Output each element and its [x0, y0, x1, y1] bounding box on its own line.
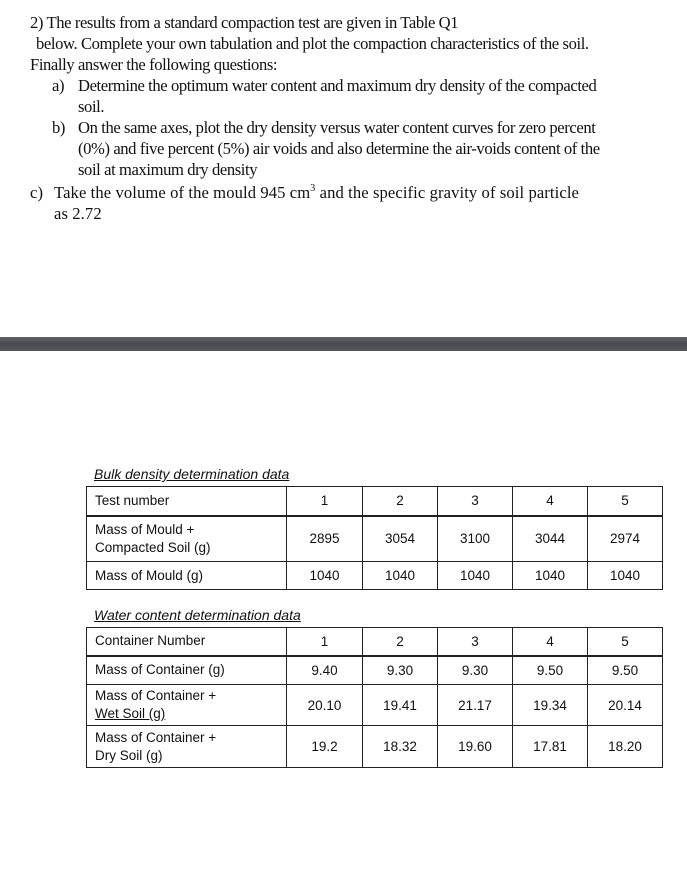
row-label: Mass of Mould + Compacted Soil (g) [87, 516, 287, 562]
cell: 2 [363, 487, 438, 516]
bulk-density-caption: Bulk density determination data [94, 466, 290, 482]
part-line: as 2.72 [54, 204, 102, 223]
cell: 19.34 [513, 685, 588, 726]
bulk-density-table [86, 486, 663, 590]
part-c [30, 182, 670, 224]
cell: 9.50 [588, 656, 663, 685]
cell: 4 [513, 487, 588, 516]
intro-line: below. Complete your own tabulation and plot the compaction characteristics of the soil. [36, 34, 589, 53]
cell: 1040 [287, 562, 363, 590]
cell: 2974 [588, 516, 663, 562]
cell: 9.30 [438, 656, 513, 685]
part-a [30, 75, 670, 117]
table-row [87, 726, 663, 768]
row-label: Mass of Container + Wet Soil (g) [87, 685, 287, 726]
part-label: b) [52, 118, 66, 137]
row-label: Mass of Container + Dry Soil (g) [87, 726, 287, 768]
cell: 1040 [438, 562, 513, 590]
cell: 9.30 [363, 656, 438, 685]
cell: 1 [287, 628, 363, 656]
part-line: soil at maximum dry density [78, 160, 258, 179]
table-row [87, 516, 663, 562]
intro-line: Finally answer the following questions: [30, 55, 278, 74]
water-content-table [86, 627, 663, 768]
cell: 18.20 [588, 726, 663, 768]
cell: 1040 [513, 562, 588, 590]
cell: 5 [588, 487, 663, 516]
cell: 19.41 [363, 685, 438, 726]
cell: 17.81 [513, 726, 588, 768]
row-label: Mass of Mould (g) [87, 562, 287, 590]
row-label: Container Number [87, 628, 287, 656]
cell: 18.32 [363, 726, 438, 768]
cell: 3044 [513, 516, 588, 562]
cell: 2 [363, 628, 438, 656]
part-line: soil. [78, 97, 105, 116]
table-row [87, 685, 663, 726]
question-number: 2) [30, 13, 44, 32]
table-row [87, 562, 663, 590]
cell: 20.10 [287, 685, 363, 726]
cell: 19.2 [287, 726, 363, 768]
part-label: c) [30, 183, 44, 202]
cell: 20.14 [588, 685, 663, 726]
question-text [30, 12, 670, 224]
cell: 3 [438, 487, 513, 516]
question-intro [30, 12, 670, 75]
cell: 19.60 [438, 726, 513, 768]
cell: 9.50 [513, 656, 588, 685]
cell: 21.17 [438, 685, 513, 726]
cell: 1040 [363, 562, 438, 590]
part-line: On the same axes, plot the dry density versus water content curves for zero percent [78, 118, 596, 137]
cell: 3054 [363, 516, 438, 562]
cell: 1 [287, 487, 363, 516]
row-label: Test number [87, 487, 287, 516]
table-row [87, 656, 663, 685]
cell: 3 [438, 628, 513, 656]
part-line: (0%) and five percent (5%) air voids and also determine the air-voids content of the [78, 139, 600, 158]
intro-line: The results from a standard compaction test are given in Table Q1 [46, 13, 459, 32]
section-divider [0, 337, 687, 351]
part-b [30, 117, 670, 180]
part-label: a) [52, 76, 65, 95]
part-line: Take the volume of the mould 945 $cm^3$ and the specific gravity of soil particle [54, 183, 579, 202]
part-line: Determine the optimum water content and maximum dry density of the compacted [78, 76, 597, 95]
water-content-caption: Water content determination data [94, 607, 301, 623]
cell: 3100 [438, 516, 513, 562]
cell: 4 [513, 628, 588, 656]
table-row [87, 628, 663, 656]
cell: 1040 [588, 562, 663, 590]
table-row [87, 487, 663, 516]
row-label: Mass of Container (g) [87, 656, 287, 685]
cell: 9.40 [287, 656, 363, 685]
superscript: 3 [310, 183, 316, 194]
question-parts [30, 75, 670, 224]
cell: 2895 [287, 516, 363, 562]
cell: 5 [588, 628, 663, 656]
